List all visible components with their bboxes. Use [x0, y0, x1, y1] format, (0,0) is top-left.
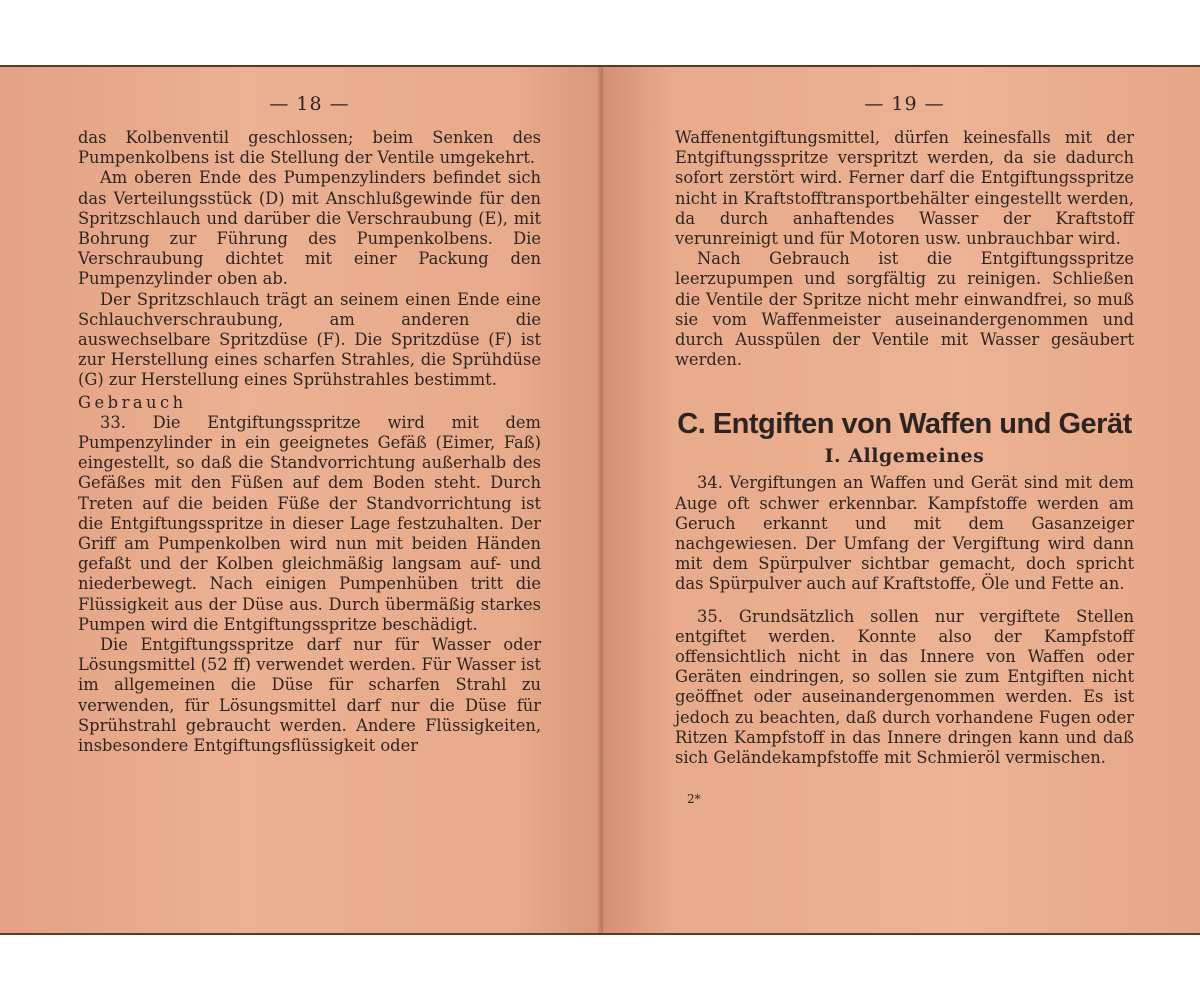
paragraph-35: 35. Grundsätzlich sollen nur vergiftete Stellen entgiftet werden. Konnte also der Kampfstoff offensichtlich nicht in das Innere von Waffen oder Geräten eindringen, so sollen sie zum Entgiften nicht geöffnet oder auseinandergenommen werden. Es ist jedoch zu beachten, daß durch vorhandene Fugen oder Ritzen Kampfstoff in das Innere dringen kann und daß sich Geländekampfstoffe mit Schmieröl vermischen. — [675, 606, 1134, 768]
left-page — [0, 67, 603, 933]
subheading-gebrauch: Gebrauch — [78, 392, 187, 412]
section-title: C. Entgiften von Waffen und Gerät — [677, 408, 1132, 441]
section-subtitle: I. Allgemeines — [824, 445, 985, 468]
paragraph: das Kolbenventil geschlossen; beim Senken des Pumpenkolbens ist die Stellung der Ventile umgekehrt. — [78, 128, 541, 168]
book-spread — [0, 65, 1200, 935]
paragraph-34: 34. Vergiftungen an Waffen und Gerät sind mit dem Auge oft schwer erkennbar. Kampfstoffe werden am Geruch erkannt und mit dem Gasanzeiger nachgewiesen. Der Umfang der Vergiftung wird dann mit dem Spürpulver sichtbar gemacht, doch spricht das Spürpulver auch auf Kraftstoffe, Öle und Fette an. — [675, 473, 1134, 594]
page-number-right: — 19 — — [864, 93, 945, 115]
paragraph: Nach Gebrauch ist die Entgiftungsspritze leerzupumpen und sorgfältig zu reinigen. Schließen die Ventile der Spritze nicht mehr einwandfrei, so muß sie vom Waffenmeister auseinandergenommen und durch Ausspülen der Ventile mit Wasser gesäubert werden. — [675, 249, 1134, 370]
paragraph: Der Spritzschlauch trägt an seinem einen Ende eine Schlauchverschraubung, am anderen die auswechselbare Spritzdüse (F). Die Spritzdüse (F) ist zur Herstellung eines scharfen Strahles, die Sprühdüse (G) zur Herstellung eines Sprühstrahles bestimmt. — [78, 289, 541, 390]
right-page — [603, 67, 1200, 933]
page-number-left: — 18 — — [269, 93, 350, 115]
paragraph: Die Entgiftungsspritze darf nur für Wasser oder Lösungsmittel (52 ff) verwendet werden. Für Wasser ist im allgemeinen die Düse für scharfen Strahl zu verwenden, für Lösungsmittel darf nur die Düse für Sprühstrahl gebraucht werden. Andere Flüssigkeiten, insbesondere Entgiftungsflüssigkeit oder — [78, 635, 541, 756]
paragraph-33: 33. Die Entgiftungsspritze wird mit dem Pumpenzylinder in ein geeignetes Gefäß (Eimer, Faß) eingestellt, so daß die Standvorrichtung außerhalb des Gefäßes mit den Füßen auf dem Boden steht. Durch Treten auf die beiden Füße der Standvorrichtung ist die Entgiftungsspritze in dieser Lage festzuhalten. Der Griff am Pumpenkolben wird nun mit beiden Händen gefaßt und der Kolben gleichmäßig langsam auf- und niederbewegt. Nach einigen Pumpenhüben tritt die Flüssigkeit aus der Düse aus. Durch übermäßig starkes Pumpen wird die Entgiftungsspritze beschädigt. — [78, 412, 541, 634]
paragraph: Am oberen Ende des Pumpenzylinders befindet sich das Verteilungsstück (D) mit Anschlußgewinde für den Spritzschlauch und darüber die Verschraubung (E), mit Bohrung zur Führung des Pumpenkolbens. Die Verschraubung dichtet mit einer Packung den Pumpenzylinder oben ab. — [78, 168, 541, 289]
signature-mark: 2* — [687, 792, 701, 807]
paragraph: Waffenentgiftungsmittel, dürfen keinesfalls mit der Entgiftungsspritze verspritzt werden, da sie dadurch sofort zerstört wird. Ferner darf die Entgiftungsspritze nicht in Kraftstofftransportbehälter eingestellt werden, da durch anhaftendes Wasser der Kraftstoff verunreinigt und für Motoren usw. unbrauchbar wird. — [675, 128, 1134, 249]
